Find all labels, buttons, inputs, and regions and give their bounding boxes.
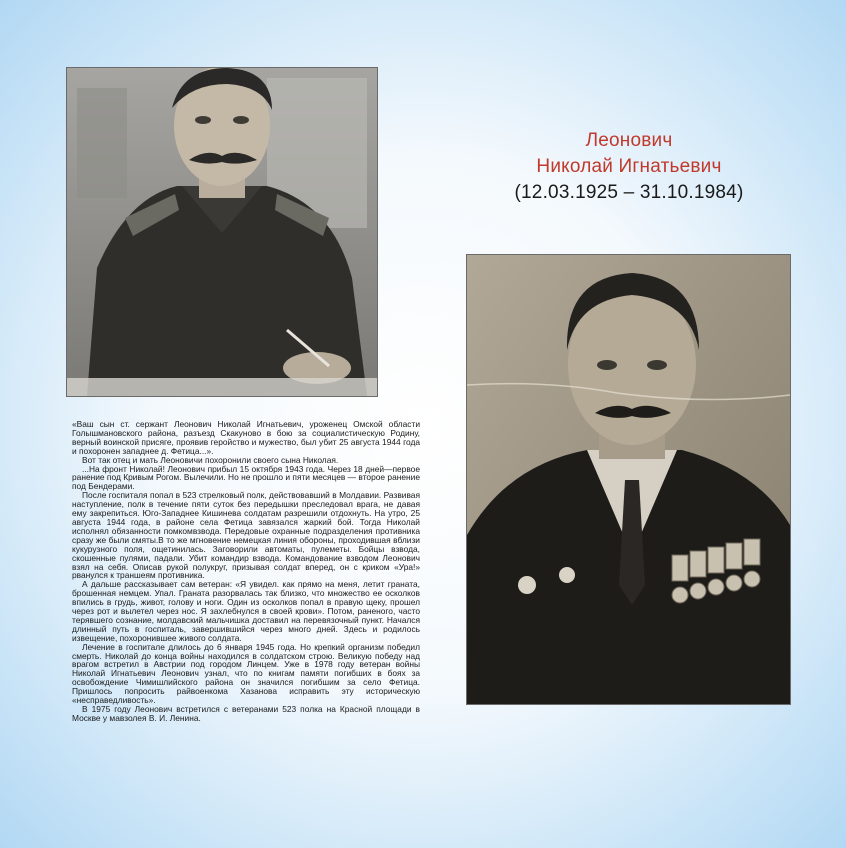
bio-paragraph: «Ваш сын ст. сержант Леонович Николай Игнатьевич, уроженец Омской области Голышмановского района, разъезд Скакуново в бою за социалистическую Родину, верный воинской присяге, проявив геройство и мужество, был убит 25 августа 1944 года и похоронен западнее д. Фетица...». bbox=[72, 419, 420, 456]
bio-paragraph: Вот так отец и мать Леоновичи похоронили своего сына Николая. bbox=[82, 454, 339, 465]
person-dates: (12.03.1925 – 31.10.1984) bbox=[514, 182, 744, 203]
bio-paragraph: А дальше рассказывает сам ветеран: «Я увидел. как прямо на меня, летит граната, брошенная немцем. Упал. Граната разорвалась так близко, что множество ее осколков впились в грудь, живот, голову и ноги. Один из осколков попал в правую щеку, прошел через рот и вылетел через нос. Я захлебнулся в своей крови». Потом, раненого, часто терявшего сознание, молдавский мальчишка доставил на перевязочный пункт. Начался длинный путь в госпиталь, завершившийся через много дней. Здесь и родилось извещение, похоронившее живого солдата. bbox=[72, 579, 420, 643]
person-surname: Леонович bbox=[585, 130, 673, 151]
portrait-photo-icon bbox=[67, 68, 377, 396]
person-name: Николай Игнатьевич bbox=[536, 156, 722, 177]
portrait-photo-left bbox=[66, 67, 378, 397]
portrait-photo-icon bbox=[467, 255, 790, 704]
bio-paragraph: ...На фронт Николай! Леонович прибыл 15 октября 1943 года. Через 18 дней—первое ранение под Кривым Рогом. Вылечили. Но не прошло и пяти месяцев — второе ранение под Бендерами. bbox=[72, 463, 420, 492]
portrait-photo-right bbox=[466, 254, 791, 705]
person-title-block bbox=[470, 128, 788, 206]
bio-paragraph: В 1975 году Леонович встретился с ветеранами 523 полка на Красной площади в Москве у мавзолея В. И. Ленина. bbox=[72, 704, 420, 723]
bio-paragraph: Лечение в госпитале длилось до 6 января 1945 года. Но крепкий организм победил смерть. Николай до конца войны находился в солдатском строю. Великую победу над врагом встретил в Австрии под городом Линцем. Уже в 1978 году ветеран войны Николай Игнатьевич Леонович узнал, что по книгам памяти погибших в боях за освобождение Чимишлийского района он значился погибшим за село Фетица. Пришлось попросить райвоенкома Хазанова исправить эту историческую «несправедливость». bbox=[72, 641, 420, 706]
bio-paragraph: После госпиталя попал в 523 стрелковый полк, действовавший в Молдавии. Развивая наступление, полк в течение пяти суток без передышки преследовал врага, не давая ему закрепиться. Юго-Западнее Кишинева солдатам разрешили отдохнуть. На утро, 25 августа 1944 года, в районе села Фетица завязался жаркий бой. Тогда Николай исполнял обязанности помкомвзвода. Передовые охранные подразделения противника сразу же были смяты.В то же мгновение немецкая линия обороны, проходившая вблизи кукурузного поля, ощетинилась. Заговорили автоматы, пулеметы. Бойцы взвода, скошенные пулями, падали. Убит командир взвода. Командование взводом Леонович взял на себя. Описав рукой полукруг, призывая солдат вперед, он с криком «Ура!» рванулся к траншеям противника. bbox=[72, 490, 420, 581]
biography-text bbox=[72, 420, 420, 723]
